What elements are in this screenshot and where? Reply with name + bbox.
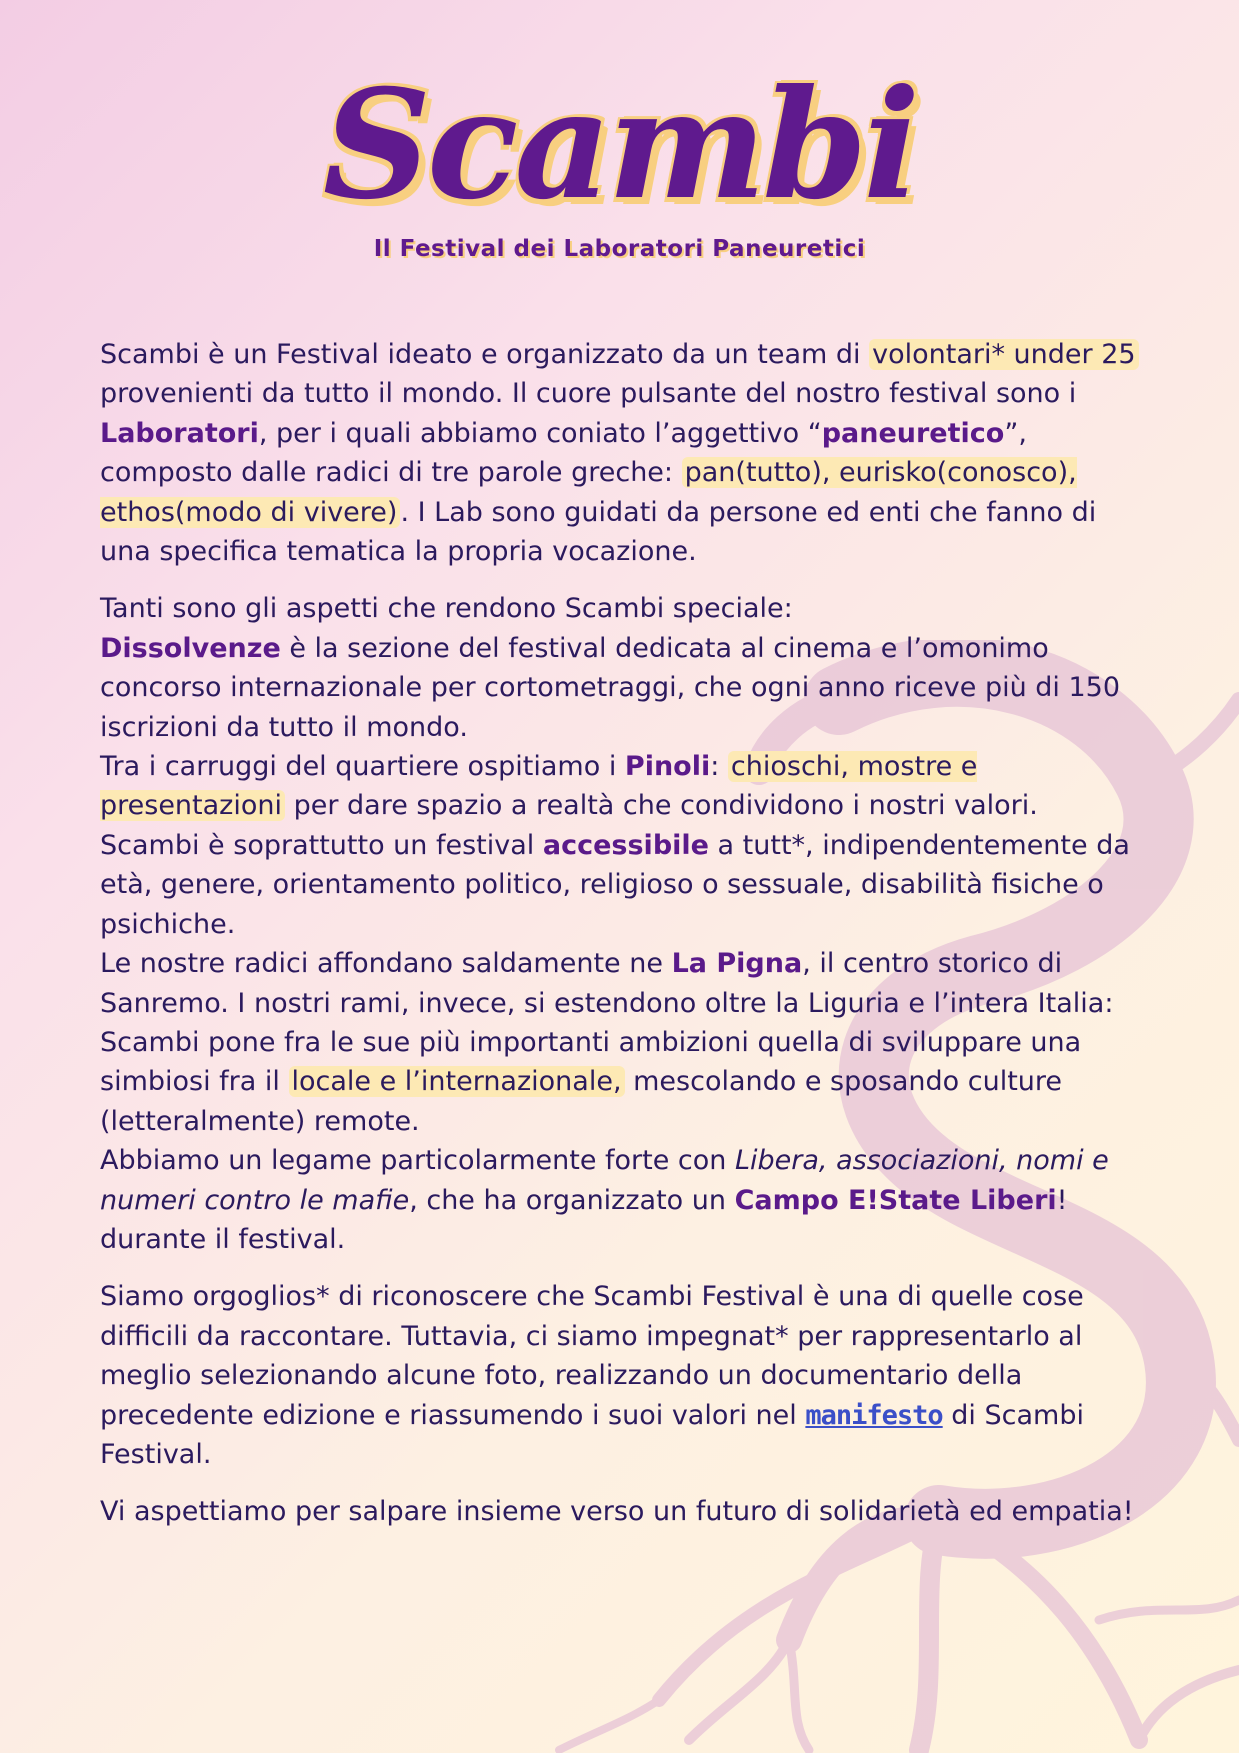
bold-paneuretico: paneuretico: [821, 417, 1005, 449]
paragraph-roots: Le nostre radici affondano saldamente ne La Pigna, il centro storico di Sanremo. I nostri rami, invece, si estendono oltre la Liguria e l’intera Italia: Scambi pone fra le sue più importanti ambizioni quella di sviluppare una simbiosi fra il locale e l’internazionale, mescolando e sposando culture (letteralmente) remote.: [100, 948, 1114, 1137]
bold-laboratori: Laboratori: [100, 417, 259, 449]
paragraph-pinoli: Tra i carruggi del quartiere ospitiamo i Pinoli: chioschi, mostre e presentazioni per dare spazio a realtà che condividono i nostri valori.: [100, 751, 1038, 822]
paragraph-accessible: Scambi è soprattutto un festival accessibile a tutt*, indipendentemente da età, genere, orientamento politico, religioso o sessuale, disabilità fisiche o psichiche.: [100, 829, 1130, 940]
highlight-kiosks: chioschi, mostre e presentazioni: [100, 751, 978, 822]
paragraph-aspects-intro: Tanti sono gli aspetti che rendono Scambi speciale:: [100, 593, 793, 625]
paragraph-intro: Scambi è un Festival ideato e organizzato da un team di volontari* under 25 provenienti da tutto il mondo. Il cuore pulsante del nostro festival sono i Laboratori, per i quali abbiamo coniato l’aggettivo “paneuretico”, composto dalle radici di tre parole greche: pan(tutto), eurisko(conosco), ethos(modo di vivere) . I Lab sono guidati da persone ed enti che fanno di una specifica tematica la propria vocazione.: [100, 335, 1150, 571]
bold-la-pigna: La Pigna: [671, 948, 803, 980]
bold-dissolvenze: Dissolvenze: [100, 632, 281, 664]
highlight-greek-roots: pan(tutto), eurisko(conosco), ethos(modo di vivere): [100, 457, 1077, 528]
bold-pinoli: Pinoli: [624, 751, 711, 783]
highlight-local-international: locale e l’internazionale,: [289, 1066, 625, 1097]
italic-libera: Libera, associazioni, nomi e numeri contro le mafie: [100, 1145, 1109, 1216]
paragraph-libera: Abbiamo un legame particolarmente forte con Libera, associazioni, nomi e numeri contro le mafie, che ha organizzato un Campo E!State Liberi! durante il festival.: [100, 1145, 1109, 1255]
header: [0, 57, 1239, 262]
bold-accessibile: accessibile: [542, 829, 709, 861]
paragraph-manifesto: Siamo orgoglios* di riconoscere che Scambi Festival è una di quelle cose difficili da raccontare. Tuttavia, ci siamo impegnat* per rappresentarlo al meglio selezionando alcune foto, realizzando un documentario della precedente edizione e riassumendo i suoi valori nel manifesto di Scambi Festival.: [100, 1281, 1084, 1470]
bold-campo-estate-liberi: Campo E!State Liberi: [734, 1184, 1057, 1216]
paragraph-closing: Vi aspettiamo per salpare insieme verso un futuro di solidarietà ed empatia!: [100, 1496, 1134, 1528]
body-text: [100, 335, 1150, 1550]
paragraph-dissolvenze: Dissolvenze è la sezione del festival dedicata al cinema e l’omonimo concorso internazionale per cortometraggi, che ogni anno riceve più di 150 iscrizioni da tutto il mondo.: [100, 632, 1121, 743]
manifesto-link[interactable]: manifesto: [805, 1399, 943, 1431]
logo: [0, 57, 1239, 233]
highlight-volunteers: volontari* under 25: [869, 339, 1138, 370]
logo-text: Scambi: [322, 57, 917, 233]
tagline: Il Festival dei Laboratori Paneuretici: [373, 236, 866, 262]
